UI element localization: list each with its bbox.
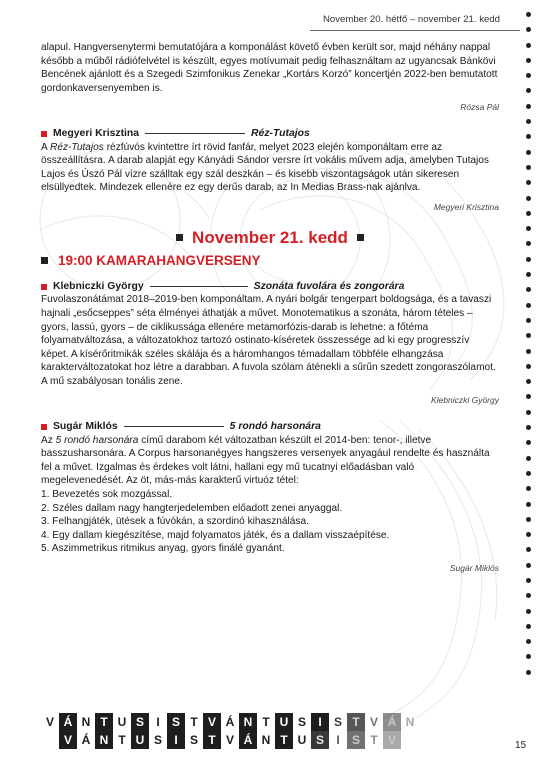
logo-letter: V [369,715,379,729]
sugar-signature: Sugár Miklós [449,563,499,573]
logo-letter: T [190,715,198,729]
logo-letter: S [351,733,361,747]
list-item: 3. Felhangjáték, ütések a fúvókán, a szordinó kihasználása. [41,516,309,528]
page-number: 15 [515,740,527,751]
composer-name: Klebniczki György [53,280,144,292]
program-entry-klebniczki [41,280,499,294]
day-heading-text: November 21. kedd [192,227,348,247]
black-square [357,234,364,241]
festival-logo-footer [41,713,461,749]
sugar-description: Az 5 rondó harsonára című darabom két változatban készült el 2014-ben: tenor-, illetve basszusharsonára. A Corpus harsonanégyes hangszeres versenyek anyagául rendelte és használta fel a művet. Izgalmas és érdekes volt látni, hallani egy mű tucatnyi előadásban való megelevenedését. Az öt, más-más karakterű virtuóz tétel: [41,434,490,487]
work-title: Szonáta fuvolára és zongorára [253,280,405,292]
logo-letter: I [156,715,160,729]
logo-letter: T [118,733,126,747]
leader-line [124,426,224,427]
logo-letter: T [352,715,360,729]
list-item: 4. Egy dallam kiegészítése, majd folyamatos játék, és a dallam visszaépítése. [41,529,390,541]
red-bullet [41,424,47,430]
logo-letter: V [45,715,55,729]
megyeri-description: A Réz-Tutajos rézfúvós kvintettre írt rövid fanfár, melyet 2023 elején komponáltam erre az összeállításra. A darab alapját egy Kányádi Sándor versre írt vokális művem adja, amelyben Tutajos Lajos és Úszó Pál vízre szálltak egy szál deszkán – és kisebb viszontagságok után sikeresen elsüllyedtek. Mindezek ellenére ez egy derűs darab, az In Medias Brass-nak ajánlva. [41,141,489,194]
logo-letter: Á [243,733,253,747]
movement-list [41,488,499,556]
logo-letter: U [279,715,289,729]
logo-letter: Á [81,733,91,747]
megyeri-signature: Megyeri Krisztina [433,201,499,212]
logo-letter: I [174,733,178,747]
logo-letter: U [297,733,307,747]
klebniczki-description: Fuvolaszonátámat 2018–2019-ben komponáltam. A nyári bolgár tengerpart boldogsága, és a tavaszi hajnali „esőcseppes” séta élményei áthatják a művet. Monotematikus a szonáta, három tételes – gyors, lassú, gyors – de ciklikussága ellenére metamorfózis-darab is lehetne: a főtéma folyamatváltozása, a változatokhoz tartozó ostinato-kíséretek összessége ad ki egy progresszív képet. A kísérőritmikák széles skálája és a háromhangos témadallam többféle elhangzása karakterváltozatokat hoz létre a darabban. A fuvola szólam áténekli a sűrűn szedett zongoraszólamot. A mű szabályosan tonális zene. [41,294,496,387]
side-dot-column [526,12,531,685]
work-title: 5 rondó harsonára [229,421,321,433]
logo-letter: T [100,715,108,729]
logo-letter: Á [225,715,235,729]
logo-letter: N [99,733,109,747]
list-item: 5. Aszimmetrikus ritmikus anyag, gyors finálé gyanánt. [41,543,285,555]
logo-letter: S [153,733,163,747]
black-bullet [41,257,48,264]
logo-letter: U [117,715,127,729]
red-bullet [41,131,47,137]
logo-letter: S [135,715,145,729]
logo-letter: S [189,733,199,747]
work-title: Réz-Tutajos [251,127,310,139]
leader-line [150,286,248,287]
red-bullet [41,284,47,290]
logo-letter: V [387,733,397,747]
logo-letter: T [280,733,288,747]
klebniczki-signature: Klebniczki György [430,395,499,406]
list-item: 2. Széles dallam nagy hangterjedelemben előadott zenei anyaggal. [41,502,343,514]
logo-letter: I [336,733,340,747]
logo-letter: N [81,715,91,729]
running-header: November 20. hétfő – november 21. kedd [322,14,500,25]
logo-letter: Á [63,715,73,729]
list-item: 1. Bevezetés sok mozgással. [41,489,173,501]
concert-heading-text: 19:00 KAMARAHANGVERSENY [58,253,261,269]
logo-letter: S [315,733,325,747]
checkerboard-logo [41,713,461,749]
day-heading [41,227,499,247]
logo-letter: T [370,733,378,747]
article-body [41,41,499,576]
logo-letter: V [225,733,235,747]
composer-name: Megyeri Krisztina [53,127,140,139]
intro-signature: Rózsa Pál [460,102,499,113]
logo-letter: Á [387,715,397,729]
logo-letter: T [208,733,216,747]
composer-name: Sugár Miklós [53,421,118,433]
concert-heading [41,254,499,268]
logo-letter: S [297,715,307,729]
header-rule [310,30,520,31]
logo-letter: T [262,715,270,729]
logo-letter: V [207,715,217,729]
logo-letter: S [171,715,181,729]
logo-letter: S [333,715,343,729]
logo-letter: N [243,715,253,729]
logo-letter: N [405,715,415,729]
program-entry-sugar [41,420,499,434]
logo-letter: N [261,733,271,747]
black-square [176,234,183,241]
leader-line [145,133,245,134]
logo-letter: U [135,733,145,747]
intro-paragraph: alapul. Hangversenytermi bemutatójára a komponálást követő évben került sor, majd néhány nappal később a műből rádiófelvétel is készült, egyes motívumait pedig felhasználtam az ugyancsak Bánkövi Bencének ajánlott és a Szegedi Szimfonikus Zenekar „Kortárs Korzó” koncertjén 2022-ben bemutatott gordonkaversenyemben is. [41,42,498,94]
logo-letter: V [63,733,73,747]
logo-letter: I [318,715,322,729]
program-entry-megyeri [41,127,499,141]
